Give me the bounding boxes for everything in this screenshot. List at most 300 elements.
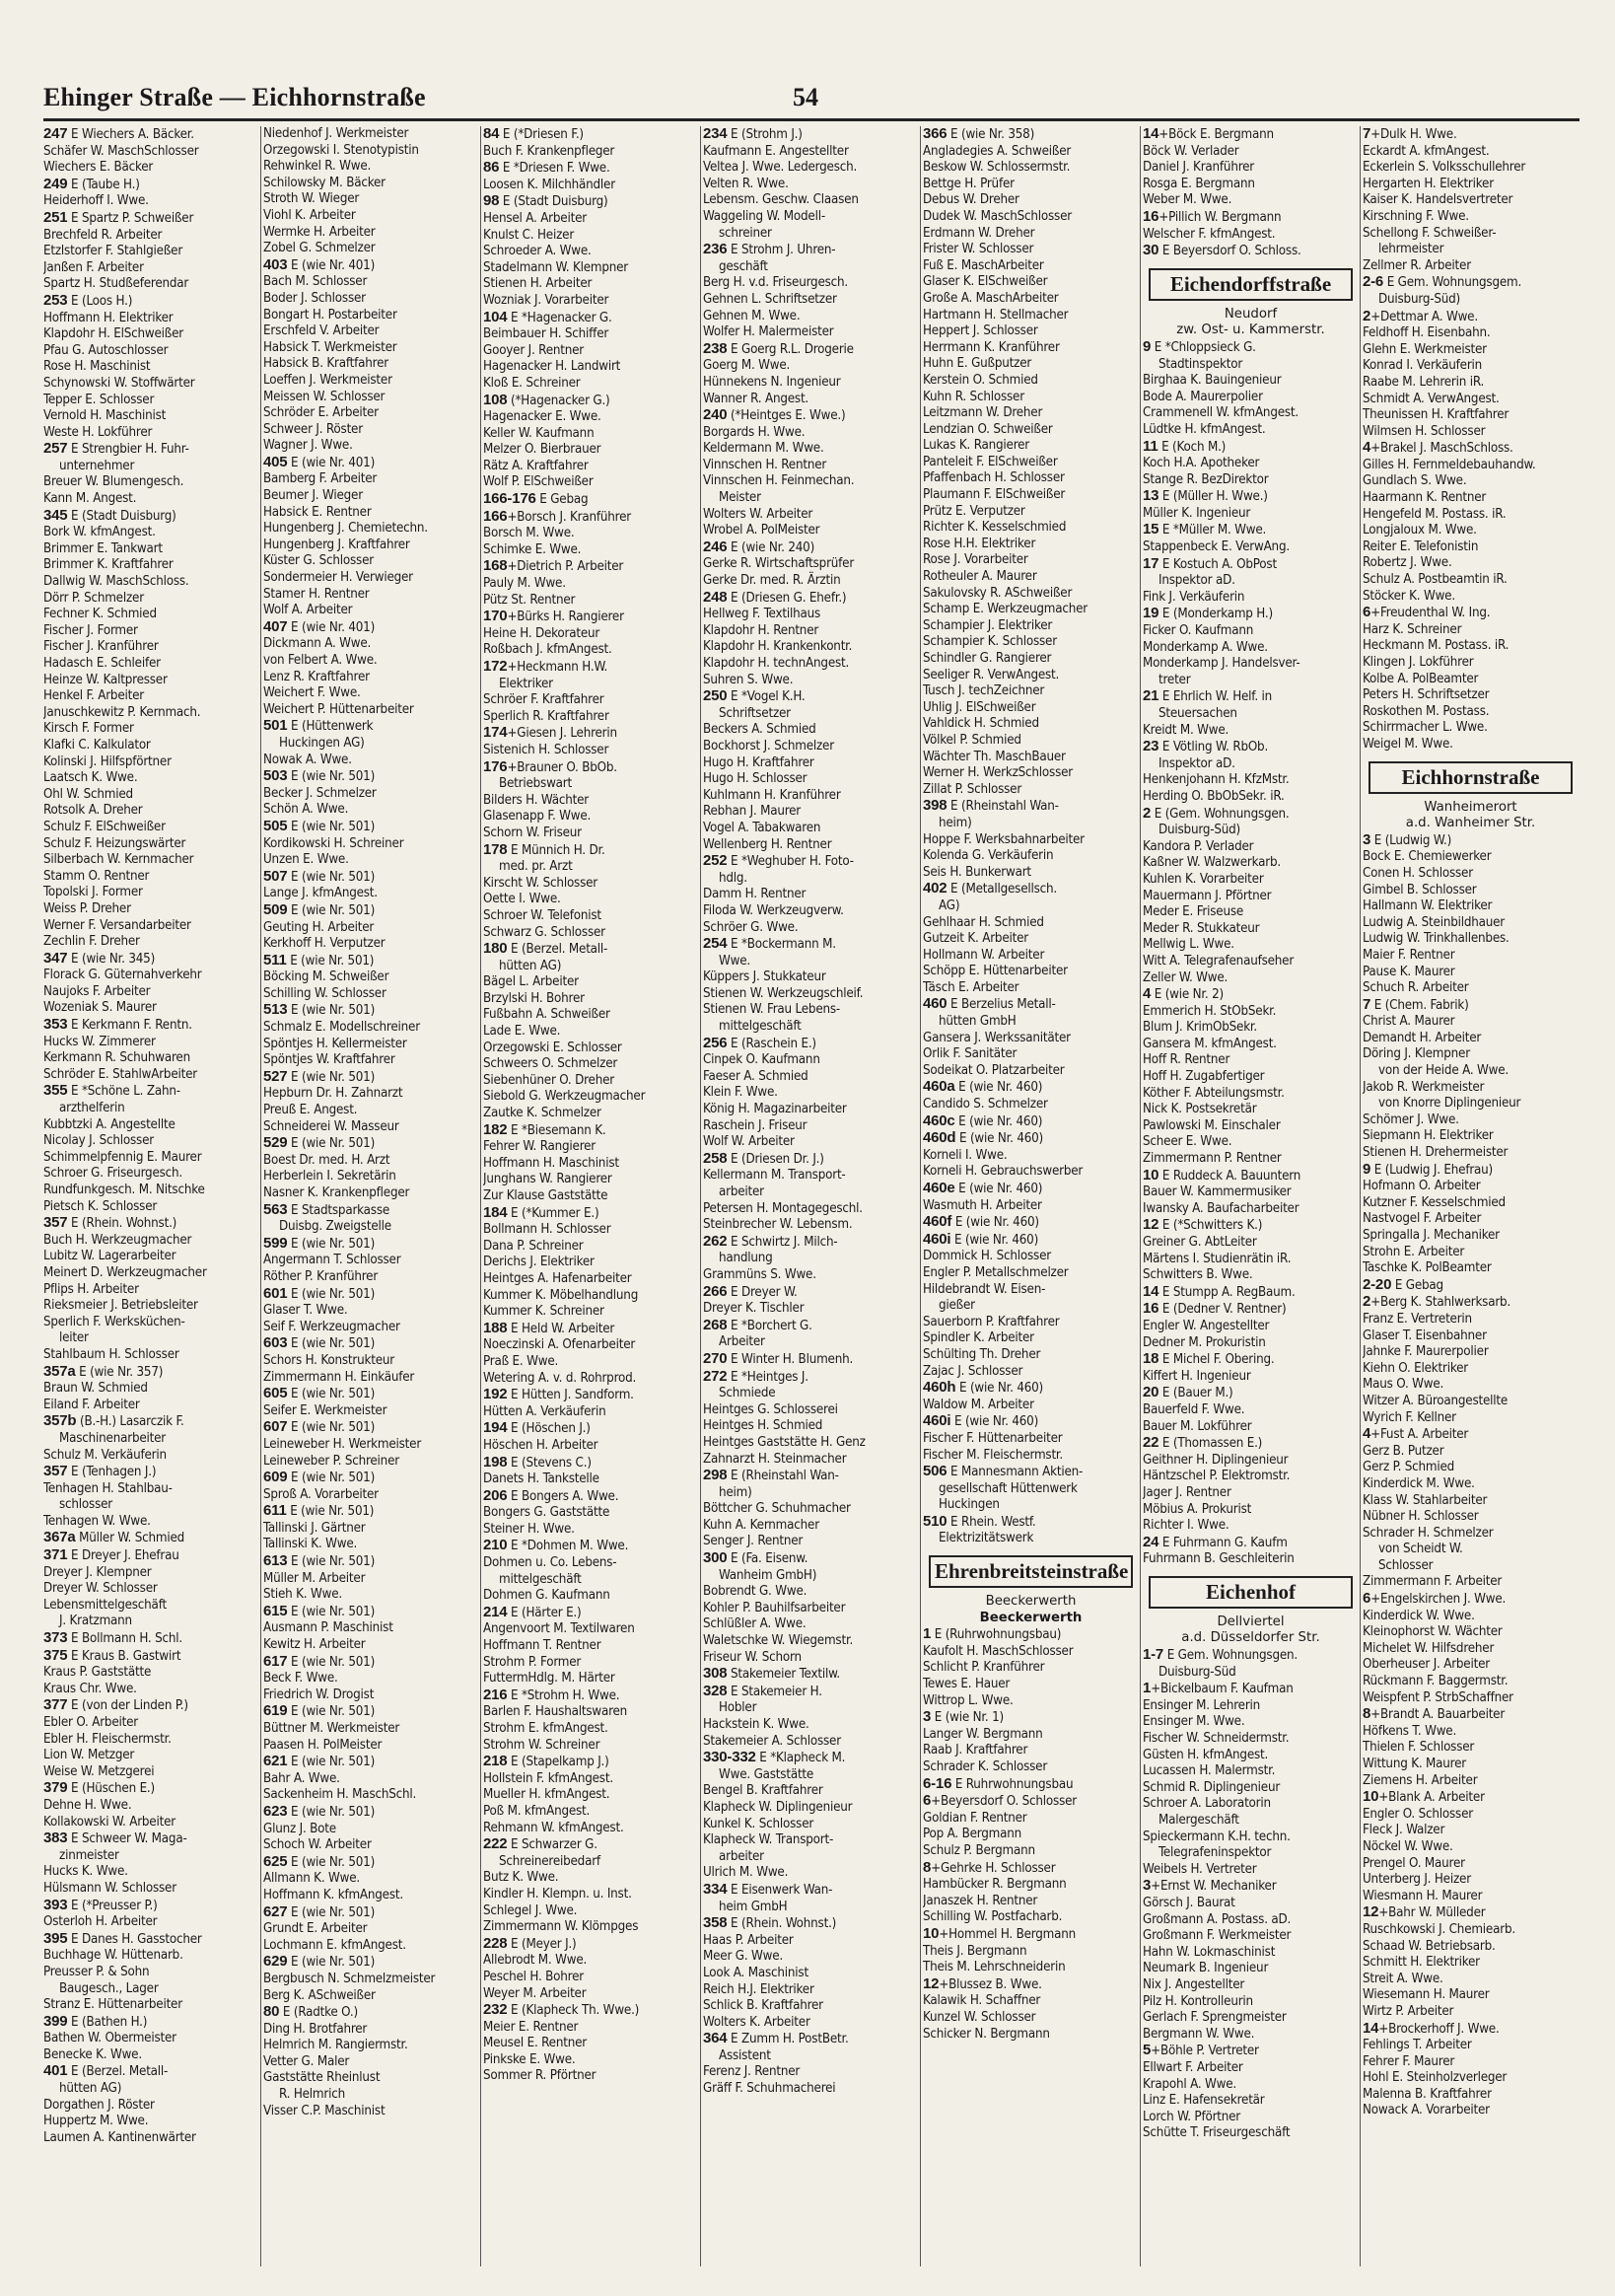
- directory-entry: 371 E Dreyer J. Ehefrau: [43, 1546, 179, 1564]
- directory-entry: Steuersachen: [1159, 706, 1237, 721]
- directory-entry: Bode A. Maurerpolier: [1143, 389, 1263, 404]
- directory-entry: Bahr A. Wwe.: [263, 1770, 340, 1786]
- house-number: 20: [1143, 1384, 1159, 1401]
- directory-entry: 460c E (wie Nr. 460): [923, 1112, 1043, 1129]
- directory-entry: Stöcker K. Wwe.: [1363, 588, 1455, 604]
- directory-entry: 395 E Danes H. Gasstocher: [43, 1929, 202, 1947]
- directory-entry: Ellwart F. Arbeiter: [1143, 2059, 1243, 2075]
- directory-entry: Monderkamp J. Handelsver-: [1143, 656, 1300, 672]
- directory-entry: 3 E (wie Nr. 1): [923, 1708, 1004, 1726]
- directory-entry: Keldermann M. Wwe.: [703, 441, 824, 457]
- house-number: 507: [263, 867, 288, 885]
- directory-entry: Buch H. Werkzeugmacher: [43, 1232, 192, 1248]
- directory-entry: Michelet W. Hilfsdreher: [1363, 1640, 1495, 1656]
- directory-entry: Fischer J. Former: [43, 622, 138, 638]
- directory-entry: Gaststätte Rheinlust: [263, 2070, 381, 2086]
- directory-entry: heim): [719, 1484, 752, 1500]
- directory-entry: Dallwig W. MaschSchloss.: [43, 574, 189, 590]
- directory-entry: Ensinger M. Lehrerin: [1143, 1697, 1261, 1713]
- house-number: 10: [923, 1924, 940, 1942]
- directory-entry: 460d E (wie Nr. 460): [923, 1129, 1044, 1147]
- directory-entry: 266 E Dreyer W.: [703, 1282, 798, 1300]
- directory-entry: Schimmelpfennig E. Maurer: [43, 1149, 202, 1165]
- directory-entry: 84 E (*Driesen F.): [483, 126, 584, 142]
- house-number: 184: [483, 1203, 508, 1221]
- directory-entry: Heintges A. Hafenarbeiter: [483, 1270, 632, 1286]
- directory-entry: Hellweg F. Textilhaus: [703, 607, 821, 622]
- directory-entry: Wolf W. Arbeiter: [703, 1134, 795, 1150]
- directory-entry: Sperlich F. Werksküchen-: [43, 1314, 185, 1329]
- directory-entry: Kollakowski W. Arbeiter: [43, 1814, 176, 1830]
- directory-entry: Eckerlein S. Volksschullehrer: [1363, 160, 1526, 176]
- directory-entry: Stroth W. Wieger: [263, 191, 360, 207]
- directory-entry: Kerkhoff H. Verputzer: [263, 936, 386, 952]
- house-number: 172: [483, 658, 508, 675]
- directory-entry: 402 E (Metallgesellsch.: [923, 880, 1058, 897]
- directory-entry: Hoffmann H. Elektriker: [43, 310, 174, 325]
- directory-entry: 252 E *Weghuber H. Foto-: [703, 852, 854, 870]
- directory-entry: Heintges G. Schlosserei: [703, 1401, 838, 1417]
- directory-entry: Friseur W. Schorn: [703, 1649, 802, 1665]
- directory-entry: Kalawik H. Schaffner: [923, 1993, 1041, 2009]
- house-number: 10: [1363, 1788, 1379, 1806]
- directory-entry: Iwansky A. Baufacharbeiter: [1143, 1200, 1299, 1216]
- directory-entry: Pietsch K. Schlosser: [43, 1198, 158, 1214]
- directory-entry: Kaßner W. Walzwerkarb.: [1143, 855, 1281, 871]
- directory-entry: 4+Brakel J. MaschSchloss.: [1363, 439, 1513, 457]
- house-number: 405: [263, 453, 288, 470]
- house-number: 168: [483, 557, 508, 575]
- directory-entry: Bongers G. Gaststätte: [483, 1505, 610, 1521]
- directory-entry: Loeffen J. Werkmeister: [263, 372, 392, 388]
- directory-entry: Schlick B. Kraftfahrer: [703, 1998, 823, 2014]
- directory-entry: Herrmann K. Kranführer: [923, 339, 1060, 355]
- directory-column-7: [1363, 126, 1579, 2276]
- directory-entry: Welscher F. kfmAngest.: [1143, 226, 1276, 242]
- directory-entry: hütten AG): [59, 2081, 122, 2097]
- house-number: 7: [1363, 995, 1371, 1013]
- directory-entry: 334 E Eisenwerk Wan-: [703, 1880, 833, 1898]
- directory-entry: Weise W. Metzgerei: [43, 1763, 155, 1779]
- directory-entry: Schilling W. Schlosser: [263, 985, 386, 1001]
- directory-entry: Raabe M. Lehrerin iR.: [1363, 374, 1485, 390]
- directory-entry: Kreidt M. Wwe.: [1143, 722, 1229, 738]
- directory-entry: Janßen F. Arbeiter: [43, 259, 144, 275]
- directory-entry: Stieh K. Wwe.: [263, 1587, 342, 1603]
- directory-entry: Debus W. Dreher: [923, 192, 1019, 208]
- street-heading: Eichendorffstraße: [1149, 268, 1353, 301]
- directory-entry: Gilles H. Fernmeldebauhandw.: [1363, 457, 1536, 472]
- directory-entry: Malenna B. Kraftfahrer: [1363, 2086, 1492, 2102]
- house-number: 6: [1363, 1590, 1371, 1608]
- directory-entry: Rundfunkgesch. M. Nitschke: [43, 1183, 205, 1197]
- directory-entry: 511 E (wie Nr. 501): [263, 951, 375, 969]
- house-number: 246: [703, 538, 728, 555]
- house-number: 627: [263, 1902, 288, 1920]
- directory-entry: Ziemens H. Arbeiter: [1363, 1772, 1478, 1788]
- directory-entry: 373 E Bollmann H. Schl.: [43, 1629, 182, 1647]
- directory-entry: Brimmer E. Tankwart: [43, 540, 163, 556]
- directory-entry: 357 E (Tenhagen J.): [43, 1463, 157, 1480]
- directory-entry: Langer W. Bergmann: [923, 1726, 1043, 1742]
- directory-entry: Vetter G. Maler: [263, 2053, 350, 2069]
- directory-entry: 347 E (wie Nr. 345): [43, 949, 156, 967]
- directory-entry: Spöntjes H. Kellermeister: [263, 1036, 407, 1051]
- directory-entry: Lendzian O. Schweißer: [923, 421, 1053, 437]
- directory-entry: Schors H. Konstrukteur: [263, 1352, 394, 1368]
- house-number: 174: [483, 724, 508, 742]
- house-number: 345: [43, 506, 68, 524]
- directory-entry: Barlen F. Haushaltswaren: [483, 1704, 628, 1720]
- directory-entry: Angermann T. Schlosser: [263, 1253, 401, 1268]
- directory-entry: Zahnarzt H. Steinmacher: [703, 1451, 847, 1467]
- house-number: 1: [923, 1625, 932, 1643]
- house-number: 2: [1363, 307, 1371, 324]
- directory-entry: Schamp E. Werkzeugmacher: [923, 602, 1088, 617]
- directory-entry: Siepmann H. Elektriker: [1363, 1128, 1494, 1144]
- directory-entry: 357b (B.-H.) Lasarczik F.: [43, 1412, 184, 1430]
- directory-entry: Baugesch., Lager: [59, 1980, 159, 1996]
- house-number: 258: [703, 1149, 728, 1167]
- directory-entry: Borsch M. Wwe.: [483, 526, 575, 541]
- directory-entry: Heinze W. Kaltpresser: [43, 672, 168, 687]
- directory-entry: Tallinski J. Gärtner: [263, 1520, 366, 1536]
- directory-entry: Wwe. Gaststätte: [719, 1766, 814, 1782]
- house-number: 180: [483, 940, 508, 958]
- house-number: 601: [263, 1284, 288, 1302]
- house-number: 357: [43, 1214, 68, 1232]
- directory-entry: Petersen H. Montagegeschl.: [703, 1200, 863, 1216]
- house-number: 4: [1363, 1425, 1371, 1443]
- directory-entry: 104 E *Hagenacker G.: [483, 308, 612, 325]
- house-number: 170: [483, 608, 508, 625]
- directory-entry: 180 E (Berzel. Metall-: [483, 940, 608, 958]
- directory-entry: Mellwig L. Wwe.: [1143, 937, 1234, 953]
- directory-entry: Buch F. Krankenpfleger: [483, 143, 615, 159]
- directory-entry: 228 E (Meyer J.): [483, 1934, 577, 1952]
- directory-entry: Werner H. WerkzSchlosser: [923, 765, 1073, 781]
- directory-column-6: [1143, 126, 1359, 2276]
- directory-entry: 30 E Beyersdorf O. Schloss.: [1143, 242, 1301, 259]
- directory-entry: Hoffmann H. Maschinist: [483, 1155, 619, 1171]
- house-number: 353: [43, 1016, 68, 1034]
- directory-entry: Fuß E. MaschArbeiter: [923, 257, 1044, 273]
- directory-entry: leiter: [59, 1330, 89, 1346]
- directory-entry: Sommer R. Pförtner: [483, 2068, 597, 2084]
- directory-entry: Tenhagen W. Wwe.: [43, 1513, 151, 1529]
- directory-entry: Telegrafeninspektor: [1159, 1845, 1272, 1861]
- directory-entry: Fischer J. Kranführer: [43, 639, 159, 655]
- directory-entry: Wyrich F. Kellner: [1363, 1409, 1456, 1425]
- directory-entry: Inspektor aD.: [1159, 755, 1235, 771]
- directory-entry: Richter I. Wwe.: [1143, 1518, 1229, 1534]
- directory-entry: 20 E (Bauer M.): [1143, 1384, 1233, 1401]
- directory-entry: 258 E (Driesen Dr. J.): [703, 1149, 824, 1167]
- directory-entry: Boder J. Schlosser: [263, 290, 366, 306]
- directory-entry: 563 E Stadtsparkasse: [263, 1200, 390, 1218]
- directory-entry: Zur Klause Gaststätte: [483, 1188, 608, 1203]
- directory-entry: Neumark B. Ingenieur: [1143, 1961, 1269, 1976]
- directory-entry: Thielen F. Schlosser: [1363, 1740, 1475, 1756]
- house-number: 166: [483, 507, 508, 525]
- directory-entry: Damm H. Rentner: [703, 887, 807, 902]
- directory-entry: Fleck J. Walzer: [1363, 1823, 1445, 1838]
- directory-entry: Wittrop L. Wwe.: [923, 1692, 1014, 1708]
- directory-entry: 619 E (wie Nr. 501): [263, 1702, 376, 1720]
- directory-entry: Bilders H. Wächter: [483, 792, 589, 808]
- house-number: 6: [923, 1792, 932, 1810]
- house-number: 194: [483, 1419, 508, 1437]
- house-number: 234: [703, 126, 728, 142]
- directory-entry: Stamm O. Rentner: [43, 868, 150, 884]
- directory-entry: Kolenda G. Verkäuferin: [923, 848, 1054, 864]
- house-number: 509: [263, 900, 288, 918]
- directory-entry: Sakulovsky R. ASchweißer: [923, 585, 1073, 601]
- house-number: 625: [263, 1852, 288, 1870]
- directory-entry: Theis J. Bergmann: [923, 1943, 1027, 1959]
- house-number: 364: [703, 2030, 728, 2047]
- directory-entry: Dana P. Schreiner: [483, 1238, 584, 1254]
- directory-entry: Dreyer W. Schlosser: [43, 1581, 158, 1597]
- directory-entry: Angenvoort M. Textilwaren: [483, 1621, 635, 1637]
- directory-entry: Kunkel K. Schlosser: [703, 1816, 814, 1831]
- directory-entry: Strohm W. Schreiner: [483, 1737, 600, 1753]
- directory-entry: Wächter Th. MaschBauer: [923, 749, 1066, 764]
- directory-entry: 168+Dietrich P. Arbeiter: [483, 557, 624, 575]
- directory-entry: Zimmermann W. Klömpges: [483, 1919, 639, 1935]
- directory-entry: Orlik F. Sanitäter: [923, 1046, 1018, 1062]
- directory-entry: Tepper E. Schlosser: [43, 392, 155, 407]
- directory-entry: Pflips H. Arbeiter: [43, 1281, 139, 1297]
- directory-entry: Klapdohr H. technAngest.: [703, 656, 850, 671]
- column-divider: [700, 126, 701, 2266]
- directory-entry: Schellong F. Schweißer-: [1363, 225, 1497, 241]
- house-number: 268: [703, 1316, 728, 1333]
- directory-entry: Hugo H. Schlosser: [703, 771, 808, 787]
- directory-entry: 399 E (Bathen H.): [43, 2012, 148, 2030]
- directory-entry: Raschein J. Friseur: [703, 1117, 808, 1133]
- directory-entry: Assistent: [719, 2047, 771, 2063]
- directory-entry: Lade E. Wwe.: [483, 1024, 561, 1040]
- directory-entry: Hungenberg J. Kraftfahrer: [263, 537, 410, 552]
- directory-entry: Hohl E. Steinholzverleger: [1363, 2070, 1508, 2086]
- house-number: 383: [43, 1830, 68, 1847]
- directory-entry: Nick K. Postsekretär: [1143, 1102, 1257, 1117]
- directory-entry: Beckers A. Schmied: [703, 722, 816, 738]
- directory-entry: Schaad W. Betriebsarb.: [1363, 1938, 1496, 1954]
- directory-entry: Rehwinkel R. Wwe.: [263, 159, 372, 175]
- directory-entry: 403 E (wie Nr. 401): [263, 255, 376, 273]
- directory-entry: Rotsolk A. Dreher: [43, 803, 143, 819]
- directory-entry: Lange J. kfmAngest.: [263, 886, 378, 901]
- directory-entry: Gutzeit K. Arbeiter: [923, 931, 1028, 947]
- directory-entry: 218 E (Stapelkamp J.): [483, 1753, 609, 1770]
- directory-entry: Weiss P. Dreher: [43, 900, 131, 916]
- directory-entry: Siebenhüner O. Dreher: [483, 1072, 614, 1088]
- directory-entry: Vinnschen H. Rentner: [703, 457, 827, 472]
- directory-entry: 2-6 E Gem. Wohnungsgem.: [1363, 273, 1522, 291]
- directory-entry: Weibels H. Vertreter: [1143, 1861, 1257, 1877]
- directory-entry: Kummer K. Möbelhandlung: [483, 1287, 639, 1303]
- directory-entry: Orzegowski E. Schlosser: [483, 1040, 622, 1055]
- house-number: 3: [923, 1708, 932, 1726]
- house-number: 218: [483, 1753, 508, 1770]
- directory-entry: Klapdohr H. ElSchweißer: [43, 326, 183, 342]
- directory-entry: 505 E (wie Nr. 501): [263, 817, 376, 834]
- house-number: 375: [43, 1646, 68, 1664]
- directory-entry: Gansera J. Werkssanitäter: [923, 1030, 1071, 1045]
- house-number: 98: [483, 192, 500, 210]
- directory-entry: 6+Beyersdorf O. Schlosser: [923, 1792, 1077, 1810]
- house-number: 16: [1143, 1300, 1159, 1318]
- house-number: 401: [43, 2062, 68, 2080]
- directory-entry: Strohm E. kfmAngest.: [483, 1721, 608, 1736]
- directory-entry: 357a E (wie Nr. 357): [43, 1362, 164, 1380]
- house-number: 214: [483, 1603, 508, 1620]
- directory-entry: Haas P. Arbeiter: [703, 1932, 794, 1948]
- directory-entry: 460e E (wie Nr. 460): [923, 1180, 1043, 1196]
- directory-entry: Güsten H. kfmAngest.: [1143, 1747, 1269, 1762]
- directory-entry: Hambücker R. Bergmann: [923, 1877, 1067, 1893]
- directory-entry: 2 E (Gem. Wohnungsgen.: [1143, 804, 1290, 822]
- directory-entry: Heintges Gaststätte H. Genz: [703, 1434, 866, 1450]
- house-number: 14: [1363, 2019, 1379, 2037]
- directory-entry: gießer: [939, 1298, 975, 1314]
- directory-entry: 234 E (Strohm J.): [703, 126, 803, 142]
- house-number: 182: [483, 1120, 508, 1138]
- directory-entry: 4 E (wie Nr. 2): [1143, 985, 1224, 1003]
- directory-entry: 24 E Fuhrmann G. Kaufm: [1143, 1533, 1288, 1550]
- directory-entry: Nübner H. Schlosser: [1363, 1509, 1479, 1525]
- directory-entry: Zeller W. Wwe.: [1143, 969, 1229, 985]
- directory-entry: Glasenapp F. Wwe.: [483, 809, 592, 825]
- directory-entry: Zimmermann P. Rentner: [1143, 1151, 1282, 1167]
- directory-entry: Kaufolt H. MaschSchlosser: [923, 1643, 1074, 1659]
- directory-entry: heim): [939, 815, 972, 830]
- directory-entry: Preusser P. & Sohn: [43, 1964, 150, 1979]
- directory-entry: Schroer W. Telefonist: [483, 907, 601, 923]
- directory-entry: Schröer G. Wwe.: [703, 919, 799, 935]
- directory-entry: Wolters K. Arbeiter: [703, 2014, 810, 2030]
- house-number: 254: [703, 935, 728, 953]
- directory-entry: Weispfent P. StrbSchaffner: [1363, 1689, 1513, 1705]
- directory-entry: Naujoks F. Arbeiter: [43, 983, 151, 999]
- house-number: 334: [703, 1880, 728, 1898]
- house-number: 12: [923, 1974, 940, 1992]
- directory-entry: 503 E (wie Nr. 501): [263, 767, 376, 785]
- house-number: 377: [43, 1696, 68, 1714]
- directory-entry: 625 E (wie Nr. 501): [263, 1852, 376, 1870]
- house-number: 18: [1143, 1350, 1159, 1368]
- directory-entry: Zimmermann F. Arbeiter: [1363, 1574, 1503, 1590]
- directory-entry: Kandora P. Verlader: [1143, 838, 1254, 854]
- directory-entry: 460a E (wie Nr. 460): [923, 1078, 1043, 1096]
- street-heading: Eichhornstraße: [1369, 761, 1573, 794]
- directory-entry: Meinert D. Werkzeugmacher: [43, 1264, 207, 1280]
- directory-entry: Schlosser: [1378, 1557, 1434, 1573]
- directory-entry: Lüdtke H. kfmAngest.: [1143, 421, 1266, 437]
- house-number: 104: [483, 308, 508, 325]
- directory-entry: Ludwig A. Steinbildhauer: [1363, 914, 1506, 930]
- directory-entry: Arbeiter: [719, 1334, 765, 1350]
- directory-entry: Linz E. Hafensekretär: [1143, 2093, 1265, 2109]
- house-number: 108: [483, 391, 508, 408]
- directory-entry: 8+Gehrke H. Schlosser: [923, 1858, 1056, 1876]
- directory-entry: Seeliger R. VerwAngest.: [923, 667, 1060, 682]
- directory-entry: Dehne H. Wwe.: [43, 1797, 132, 1813]
- directory-entry: Pawlowski M. Einschaler: [1143, 1117, 1281, 1133]
- directory-entry: Brzylski H. Bohrer: [483, 990, 585, 1006]
- directory-entry: Preuß E. Angest.: [263, 1103, 358, 1118]
- directory-entry: Heppert J. Schlosser: [923, 323, 1038, 339]
- directory-entry: 355 E *Schöne L. Zahn-: [43, 1082, 180, 1100]
- directory-entry: Dudek W. MaschSchlosser: [923, 208, 1072, 224]
- directory-entry: Hünnekens N. Ingenieur: [703, 374, 841, 390]
- directory-entry: 251 E Spartz P. Schweißer: [43, 208, 194, 226]
- directory-entry: Huppertz M. Wwe.: [43, 2114, 149, 2129]
- directory-entry: Christ A. Maurer: [1363, 1014, 1455, 1030]
- directory-entry: Gräff F. Schuhmacherei: [703, 2081, 836, 2097]
- directory-entry: Küster G. Schlosser: [263, 553, 374, 569]
- house-number: 166-176: [483, 490, 536, 508]
- directory-entry: Hallmann W. Elektriker: [1363, 898, 1493, 914]
- house-number: 611: [263, 1502, 287, 1520]
- directory-entry: Stranz E. Hüttenarbeiter: [43, 1997, 182, 2013]
- directory-entry: Schilling W. Postfacharb.: [923, 1909, 1063, 1925]
- directory-entry: Kindler H. Klempn. u. Inst.: [483, 1886, 632, 1901]
- directory-entry: Melzer O. Bierbrauer: [483, 442, 601, 458]
- house-number: 398: [923, 797, 948, 815]
- directory-entry: Filoda W. Werkzeugverw.: [703, 902, 844, 918]
- house-number: 393: [43, 1896, 68, 1913]
- directory-entry: Klapheck W. Diplingenieur: [703, 1799, 853, 1815]
- directory-entry: 247 E Wiechers A. Bäcker.: [43, 126, 194, 142]
- directory-entry: 270 E Winter H. Blumenh.: [703, 1349, 854, 1367]
- directory-entry: 198 E (Stevens C.): [483, 1453, 592, 1471]
- directory-entry: 3 E (Ludwig W.): [1363, 830, 1452, 848]
- directory-entry: Bongart H. Postarbeiter: [263, 307, 397, 323]
- house-number: 236: [703, 241, 728, 258]
- directory-entry: Täsch E. Arbeiter: [923, 979, 1019, 995]
- house-number: 460e: [923, 1180, 955, 1196]
- directory-entry: 366 E (wie Nr. 358): [923, 126, 1035, 142]
- house-number: 563: [263, 1200, 288, 1218]
- directory-entry: Weigel M. Wwe.: [1363, 736, 1453, 752]
- directory-entry: Hildebrandt W. Eisen-: [923, 1281, 1046, 1297]
- directory-entry: Gundlach S. Wwe.: [1363, 473, 1467, 489]
- directory-entry: Bach M. Schlosser: [263, 274, 368, 290]
- directory-entry: 12+Bahr W. Mülleder: [1363, 1903, 1486, 1921]
- directory-entry: Henkel F. Arbeiter: [43, 688, 144, 704]
- directory-entry: Märtens I. Studienrätin iR.: [1143, 1251, 1292, 1266]
- directory-entry: Wittung K. Maurer: [1363, 1757, 1466, 1771]
- directory-entry: Dedner M. Prokuristin: [1143, 1334, 1266, 1350]
- directory-entry: Orzegowski I. Stenotypistin: [263, 142, 419, 158]
- directory-entry: Schmid R. Diplingenieur: [1143, 1779, 1281, 1795]
- directory-column-2: [263, 126, 479, 2276]
- directory-entry: FuttermHdlg. M. Härter: [483, 1671, 615, 1686]
- directory-entry: Hepburn Dr. H. Zahnarzt: [263, 1086, 403, 1102]
- house-number: 603: [263, 1334, 288, 1352]
- directory-entry: 176+Brauner O. BbOb.: [483, 757, 617, 775]
- directory-entry: von Knorre Diplingenieur: [1378, 1096, 1521, 1112]
- directory-entry: Schampier K. Schlosser: [923, 634, 1057, 650]
- directory-entry: Praß E. Wwe.: [483, 1353, 559, 1369]
- directory-entry: Brechfeld R. Arbeiter: [43, 227, 163, 243]
- house-number: 232: [483, 2001, 508, 2019]
- directory-entry: Pinkske E. Wwe.: [483, 2051, 576, 2067]
- directory-entry: Kubbtzki A. Angestellte: [43, 1116, 176, 1132]
